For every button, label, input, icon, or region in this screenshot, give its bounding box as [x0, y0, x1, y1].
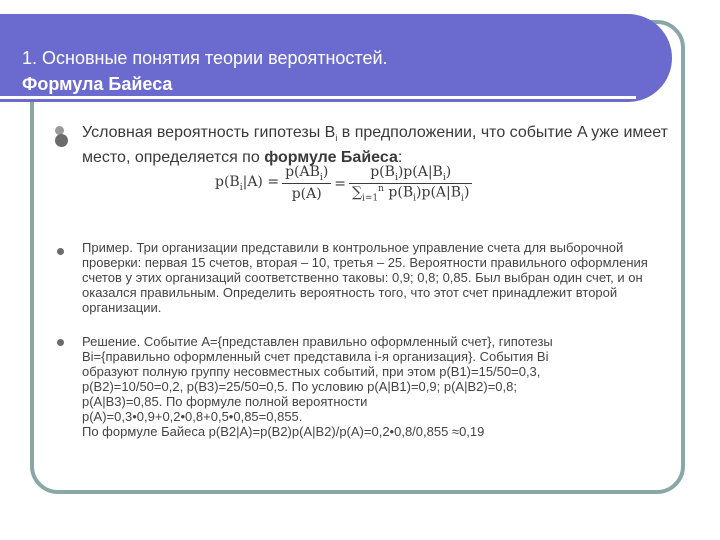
formula-equals: = [334, 175, 347, 192]
definition-colon: : [397, 149, 403, 167]
definition-text-2: в предположении, что событие A уже имеет место, определяется по [82, 124, 668, 167]
definition-text-1: Условная вероятность гипотезы B [82, 124, 336, 141]
solution-line: p(A|B3)=0,85. По формуле полной вероятности [82, 394, 368, 409]
bayes-formula [212, 164, 472, 203]
example-paragraph: Пример. Три организации представили в контрольное управление счета для выборочной проверки: первая 15 счетов, вторая – 10, третья – 25. Вероятности правильного оформления счетов у этих организаций соответственно таковы: 0,9; 0,8; 0,85. Был выбран один счет, и он оказался правильным. Определить вероятность того, что этот счет принадлежит второй организации. [82, 240, 648, 315]
title-underline [0, 96, 636, 99]
bullet-icon [57, 248, 64, 255]
formula-fraction1-denominator: p(A) [291, 185, 322, 202]
bayes-formula-bold: формуле Байеса [264, 149, 398, 167]
title-line-1: 1. Основные понятия теории вероятностей. [22, 48, 388, 68]
solution-paragraph [82, 334, 662, 439]
formula-fraction2-denominator: $\sum_{i=1}^n$ $p(B_i)p(A|B_i)$ [352, 183, 470, 204]
bullet-icon [57, 339, 64, 346]
formula-fraction1-numerator: $p(AB_i)$ [282, 164, 331, 183]
solution-line: По формуле Байеса p(B2|A)=p(B2)p(A|B2)/p(A)=0,2•0,8/0,855 ≈0,19 [82, 424, 485, 439]
title-banner [0, 14, 672, 102]
solution-line: Bi={правильно оформленный счет представила i-я организация}. События Bi [82, 349, 549, 364]
solution-line: образуют полную группу несовместных событий, при этом p(B1)=15/50=0,3, [82, 364, 541, 379]
title-line-2: Формула Байеса [22, 74, 173, 94]
definition-paragraph [82, 123, 672, 168]
formula-fraction2-numerator: $p(B_i)p(A|B_i)$ [349, 164, 472, 183]
slide-title [22, 45, 388, 97]
solution-line: p(A)=0,3•0,9+0,2•0,8+0,5•0,85=0,855. [82, 409, 303, 424]
solution-line: Решение. Событие А={представлен правильно оформленный счет}, гипотезы [82, 334, 553, 349]
subscript-i: i [335, 133, 338, 144]
bullet-icon [55, 134, 68, 147]
formula-lhs: $p(B_i|A)$ = [215, 174, 280, 194]
solution-line: p(B2)=10/50=0,2, p(B3)=25/50=0,5. По условию p(A|B1)=0,9; p(A|B2)=0,8; [82, 379, 517, 394]
